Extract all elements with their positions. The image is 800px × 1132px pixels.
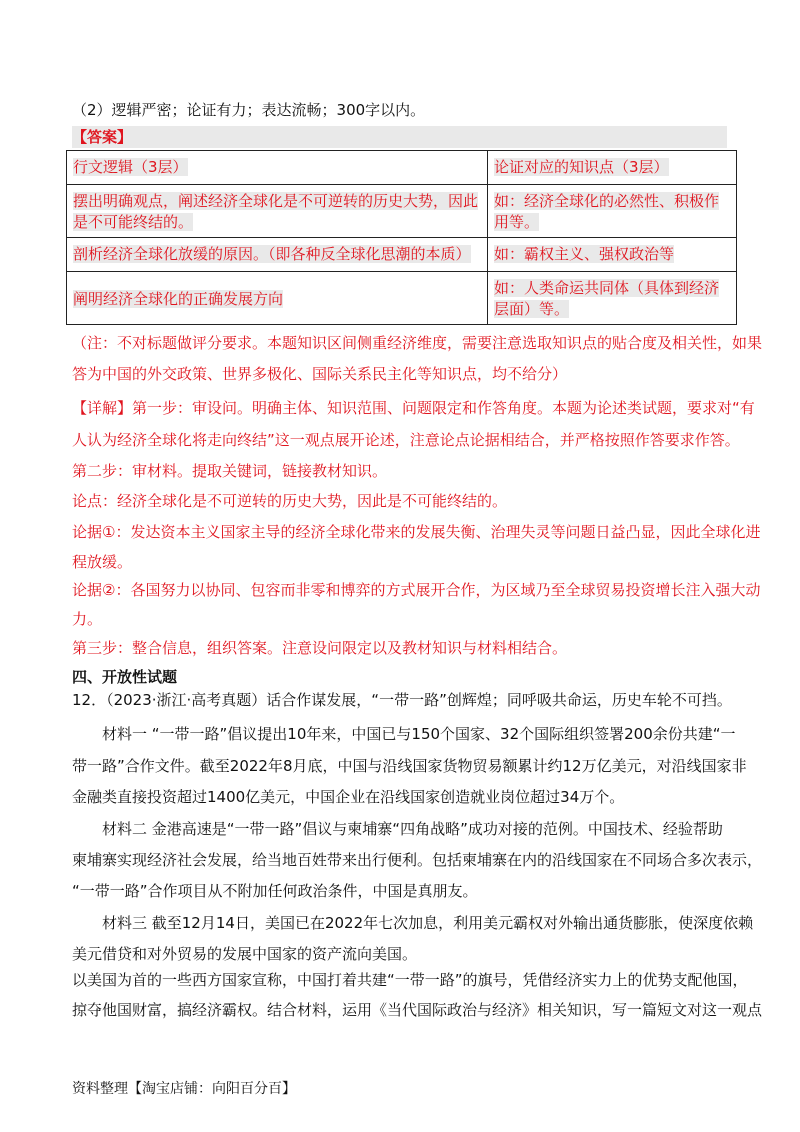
note-line: 答为中国的外交政策、世界多极化、国际关系民主化等知识点，均不给分） bbox=[72, 365, 568, 383]
material2-line: 柬埔寨实现经济社会发展，给当地百姓带来出行便利。包括柬埔寨在内的沿线国家在不同场合多次表示， bbox=[72, 851, 763, 869]
table-cell: 剖析经济全球化放缓的原因。（即各种反全球化思潮的本质） bbox=[67, 238, 488, 272]
table-cell: 行文逻辑（3层） bbox=[67, 151, 488, 185]
table-cell: 如：经济全球化的必然性、积极作用等。 bbox=[488, 185, 737, 238]
detail-line: 人认为经济全球化将走向终结”这一观点展开论述，注意论点论据相结合，并严格按照作答要求作答。 bbox=[72, 431, 740, 449]
material3-line: 材料三 截至12月14日，美国已在2022年七次加息，利用美元霸权对外输出通货膨胀，使深度依赖 bbox=[102, 914, 754, 932]
table-cell: 摆出明确观点，阐述经济全球化是不可逆转的历史大势，因此是不可能终结的。 bbox=[67, 185, 488, 238]
material1-line: 材料一 “一带一路”倡议提出10年来，中国已与150个国家、32个国际组织签署200余份共建“一 bbox=[102, 725, 736, 743]
question-text-line: 以美国为首的一些西方国家宣称，中国打着共建“一带一路”的旗号，凭借经济实力上的优势支配他国， bbox=[72, 971, 748, 989]
argument1-line: 程放缓。 bbox=[72, 553, 133, 571]
note-line: （注：不对标题做评分要求。本题知识区间侧重经济维度，需要注意选取知识点的贴合度及相关性，如果 bbox=[72, 334, 763, 352]
question-intro: 12．（2023·浙江·高考真题）话合作谋发展，“一带一路”创辉煌；同呼吸共命运，历史车轮不可挡。 bbox=[72, 691, 732, 709]
step2-line: 第二步：审材料。提取关键词，链接教材知识。 bbox=[72, 462, 388, 480]
table-row bbox=[67, 185, 737, 238]
material1-line: 金融类直接投资超过1400亿美元，中国企业在沿线国家创造就业岗位超过34万个。 bbox=[72, 788, 625, 806]
table-cell: 如：人类命运共同体（具体到经济层面）等。 bbox=[488, 272, 737, 325]
answer-label: 【答案】 bbox=[72, 128, 133, 146]
material1-line: 带一路”合作文件。截至2022年8月底，中国与沿线国家货物贸易额累计约12万亿美元，对沿线国家非 bbox=[72, 757, 747, 775]
material2-line: 材料二 金港高速是“一带一路”倡议与柬埔寨“四角战略”成功对接的范例。中国技术、经验帮助 bbox=[102, 820, 723, 838]
table-row bbox=[67, 272, 737, 325]
table-cell: 阐明经济全球化的正确发展方向 bbox=[67, 272, 488, 325]
argument1-line: 论据①：发达资本主义国家主导的经济全球化带来的发展失衡、治理失灵等问题日益凸显，因此全球化进 bbox=[72, 523, 761, 541]
table-cell: 如：霸权主义、强权政治等 bbox=[488, 238, 737, 272]
table-cell: 论证对应的知识点（3层） bbox=[488, 151, 737, 185]
step3-line: 第三步：整合信息，组织答案。注意设问限定以及教材知识与材料相结合。 bbox=[72, 639, 568, 657]
requirement-line: （2）逻辑严密；论证有力；表达流畅；300字以内。 bbox=[72, 101, 426, 119]
material3-line: 美元借贷和对外贸易的发展中国家的资产流向美国。 bbox=[72, 945, 418, 963]
argument2-line: 论据②：各国努力以协同、包容而非零和博弈的方式展开合作，为区域乃至全球贸易投资增长注入强大动 bbox=[72, 581, 761, 599]
thesis-line: 论点：经济全球化是不可逆转的历史大势，因此是不可能终结的。 bbox=[72, 492, 508, 510]
answer-table bbox=[66, 150, 737, 325]
section-title: 四、开放性试题 bbox=[72, 668, 178, 686]
question-text-line: 掠夺他国财富，搞经济霸权。结合材料，运用《当代国际政治与经济》相关知识，写一篇短文对这一观点 bbox=[72, 1001, 763, 1019]
detail-line: 【详解】第一步：审设问。明确主体、知识范围、问题限定和作答角度。本题为论述类试题，要求对“有 bbox=[72, 399, 755, 417]
answer-highlight bbox=[72, 126, 727, 148]
footer-source: 资料整理【淘宝店铺：向阳百分百】 bbox=[72, 1081, 296, 1097]
table-row bbox=[67, 238, 737, 272]
argument2-line: 力。 bbox=[72, 610, 103, 628]
table-header-row bbox=[67, 151, 737, 185]
material2-line: “一带一路”合作项目从不附加任何政治条件，中国是真朋友。 bbox=[72, 882, 478, 900]
